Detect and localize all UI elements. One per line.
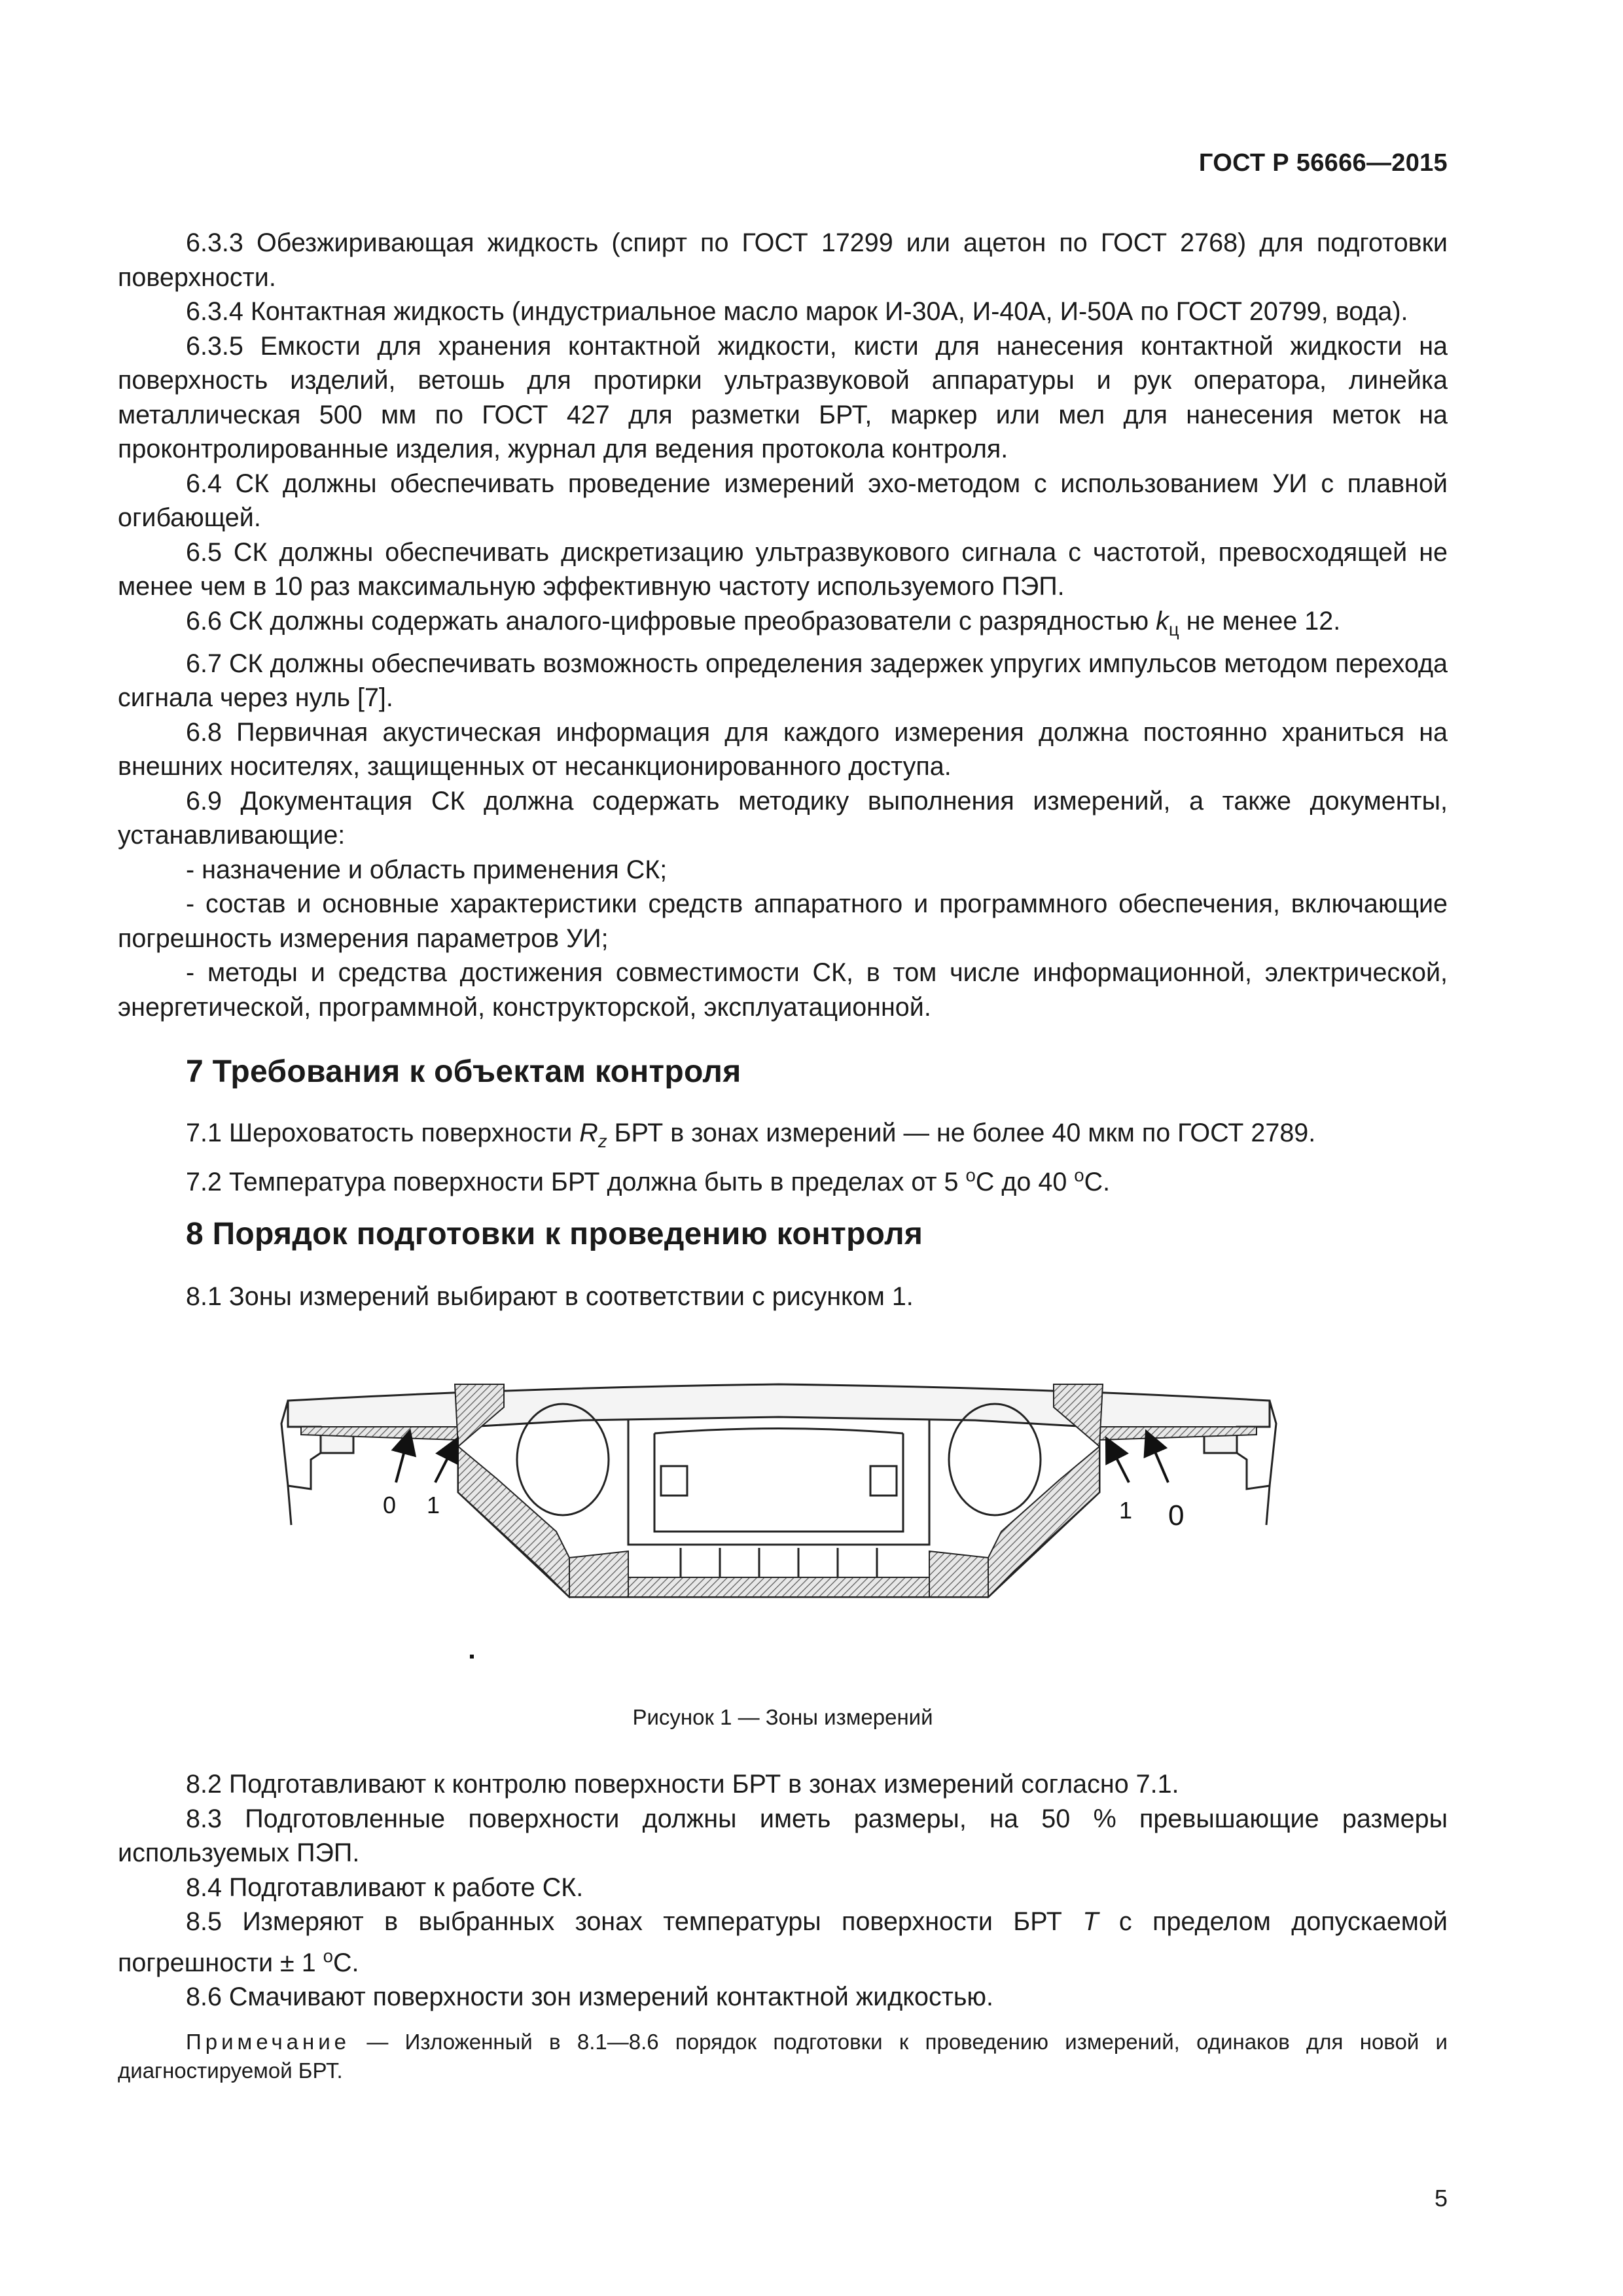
- paragraph-8-5-text: 8.5 Измеряют в выбранных зонах температуры поверхности БРТ: [186, 1907, 1083, 1936]
- page-number: 5: [1434, 2185, 1448, 2212]
- figure-caption: Рисунок 1 — Зоны измерений: [632, 1705, 933, 1729]
- paragraph-6-4: 6.4 СК должны обеспечивать проведение измерений эхо-методом с использованием УИ с плавной огибающей.: [118, 469, 1448, 532]
- symbol-t: T: [1082, 1907, 1099, 1936]
- paragraph-6-7: 6.7 СК должны обеспечивать возможность определения задержек упругих импульсов методом перехода сигнала через нуль [7].: [118, 649, 1448, 713]
- paragraph-6-5: 6.5 СК должны обеспечивать дискретизацию ультразвукового сигнала с частотой, превосходящей не менее чем в 10 раз максимальную эффективную частоту используемого ПЭП.: [118, 537, 1448, 601]
- zone-label-0-right: 0: [1168, 1499, 1185, 1532]
- paragraph-7-1-tail: БРТ в зонах измерений — не более 40 мкм по ГОСТ 2789.: [607, 1119, 1316, 1147]
- paragraph-6-9: 6.9 Документация СК должна содержать методику выполнения измерений, а также документы, устанавливающие:: [118, 786, 1448, 850]
- paragraph-6-3-5: 6.3.5 Емкости для хранения контактной жидкости, кисти для нанесения контактной жидкости на поверхность изделий, ветошь для протирки ультразвуковой аппаратуры и рук оператора, линейка металлическая 500 мм по ГОСТ 427 для разметки БРТ, маркер или мел для нанесения меток на проконтролированные изделия, журнал для ведения протокола контроля.: [118, 331, 1448, 463]
- degree-sign: о: [965, 1165, 976, 1186]
- paragraph-8-3: 8.3 Подготовленные поверхности должны иметь размеры, на 50 % превышающие размеры используемых ПЭП.: [118, 1804, 1448, 1867]
- paragraph-6-3-4: 6.3.4 Контактная жидкость (индустриальное масло марок И-30А, И-40А, И-50А по ГОСТ 20799, вода).: [186, 297, 1408, 326]
- ink-dot: [470, 1655, 474, 1659]
- degree-sign: о: [1074, 1165, 1084, 1186]
- list-item: - состав и основные характеристики средств аппаратного и программного обеспечения, включающие погрешность измерения параметров УИ;: [118, 889, 1448, 953]
- paragraph-8-1: 8.1 Зоны измерений выбирают в соответствии с рисунком 1.: [186, 1282, 914, 1311]
- paragraph-7-2-part1: 7.2 Температура поверхности БРТ должна быть в пределах от 5: [186, 1168, 966, 1197]
- paragraph-8-2: 8.2 Подготавливают к контролю поверхности БРТ в зонах измерений согласно 7.1.: [186, 1770, 1179, 1799]
- note-label: Примечание: [186, 2030, 351, 2054]
- paragraph-8-4: 8.4 Подготавливают к работе СК.: [186, 1873, 584, 1902]
- paragraph-7-2-part2: С до 40: [975, 1168, 1075, 1197]
- paragraph-6-6-tail: не менее 12.: [1179, 606, 1341, 636]
- zone-label-0-left: 0: [383, 1492, 397, 1518]
- paragraph-8-5-tail: С.: [333, 1948, 359, 1977]
- paragraph-7-1-text: 7.1 Шероховатость поверхности: [186, 1119, 580, 1147]
- section-6-text: [118, 226, 1448, 1024]
- section-7-text: [118, 1116, 1448, 1200]
- symbol-r: R: [579, 1119, 598, 1147]
- paragraph-8-5: [118, 1905, 1448, 1980]
- paragraph-7-2: [118, 1158, 1448, 1200]
- section-8-title: 8 Порядок подготовки к проведению контроля: [186, 1217, 923, 1251]
- paragraph-6-6: [118, 604, 1448, 647]
- symbol-r-subscript: z: [597, 1130, 607, 1151]
- degree-sign: о: [323, 1945, 334, 1966]
- zone-label-1-right: 1: [1119, 1497, 1133, 1524]
- note: [118, 2028, 1448, 2085]
- document-header: ГОСТ Р 56666—2015: [1198, 149, 1448, 177]
- section-8-intro: [118, 1280, 1448, 1314]
- zone-label-1-left: 1: [427, 1492, 440, 1518]
- paragraph-6-6-text: 6.6 СК должны содержать аналого-цифровые преобразователи с разрядностью: [186, 606, 1156, 636]
- section-7-title: 7 Требования к объектам контроля: [186, 1054, 741, 1089]
- paragraph-8-6: 8.6 Смачивают поверхности зон измерений контактной жидкостью.: [186, 1982, 994, 2012]
- paragraph-6-3-3: 6.3.3 Обезжиривающая жидкость (спирт по ГОСТ 17299 или ацетон по ГОСТ 2768) для подготовки поверхности.: [118, 228, 1448, 292]
- symbol-k-subscript: ц: [1168, 619, 1179, 639]
- paragraph-6-8: 6.8 Первичная акустическая информация для каждого измерения должна постоянно храниться на внешних носителях, защищенных от несанкционированного доступа.: [118, 717, 1448, 781]
- list-item: - методы и средства достижения совместимости СК, в том числе информационной, электрической, энергетической, программной, конструкторской, эксплуатационной.: [118, 958, 1448, 1022]
- figure-measurement-zones: [262, 1361, 1296, 1689]
- note-text: — Изложенный в 8.1—8.6 порядок подготовки к проведению измерений, одинаков для новой и диагностируемой БРТ.: [118, 2030, 1448, 2083]
- section-8-steps: [118, 1767, 1448, 2015]
- rail-car-frame-drawing: [281, 1384, 1276, 1597]
- paragraph-7-1: [118, 1116, 1448, 1158]
- zone-arrows: [396, 1441, 1168, 1482]
- paragraph-7-2-part3: С.: [1084, 1168, 1111, 1197]
- paragraph-8-5-middle: с пределом допускаемой погрешности ± 1: [118, 1907, 1448, 1977]
- symbol-k: k: [1156, 606, 1169, 636]
- list-item: - назначение и область применения СК;: [186, 855, 668, 884]
